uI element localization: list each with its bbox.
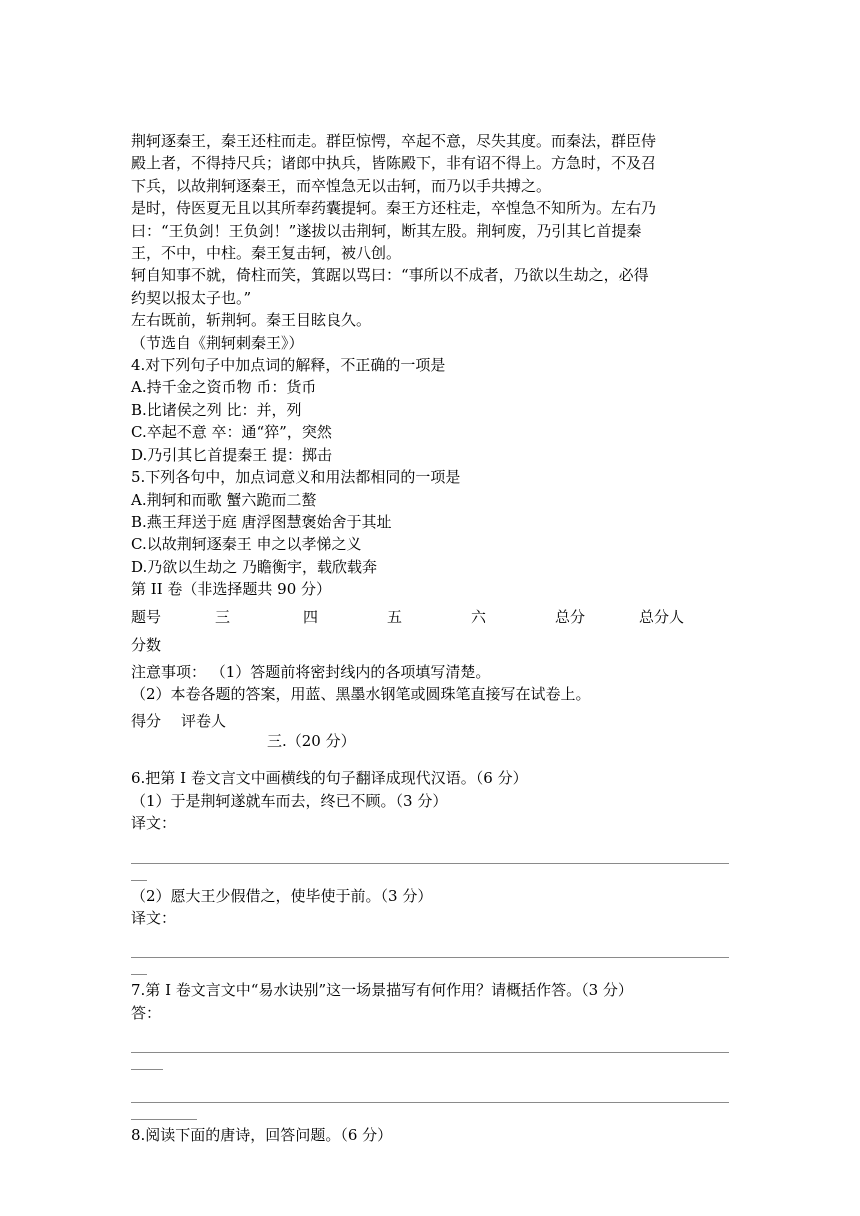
question-5 xyxy=(131,466,731,578)
passage-line: 荆轲逐秦王，秦王还柱而走。群臣惊愕，卒起不意，尽失其度。而秦法，群臣侍 xyxy=(131,132,657,150)
answer-line-tail xyxy=(131,958,147,975)
score-row-label: 分数 xyxy=(131,635,162,654)
score-table-row xyxy=(131,633,731,657)
score-header-cell: 五 xyxy=(387,607,403,626)
question-stem: 7.第 I 卷文言文中“易水诀别”这一场景描写有何作用？请概括作答。（3 分） xyxy=(131,981,633,1000)
section-3-title: 三.（20 分） xyxy=(267,732,356,751)
option-c: C.以故荆轲逐秦王 申之以孝悌之义 xyxy=(131,535,362,554)
score-header-cell: 四 xyxy=(303,607,319,626)
notes-line: 注意事项： （1）答题前将密封线内的各项填写清楚。 xyxy=(131,662,491,681)
passage-line: 殿上者，不得持尺兵；诸郎中执兵，皆陈殿下，非有诏不得上。方急时，不及召 xyxy=(131,154,657,173)
option-b: B.燕王拜送于庭 唐浮图慧褒始舍于其址 xyxy=(131,512,392,531)
answer-label: 译文： xyxy=(131,908,177,927)
question-7 xyxy=(131,979,731,1120)
option-b: B.比诸侯之列 比：并，列 xyxy=(131,400,302,419)
option-a: A.持千金之资币物 币：货币 xyxy=(131,378,317,397)
option-c: C.卒起不意 卒：通“猝”，突然 xyxy=(131,423,332,442)
passage xyxy=(131,130,731,354)
answer-line[interactable] xyxy=(131,835,729,864)
score-header-cell: 题号 xyxy=(131,607,162,626)
volume-2-title: 第 II 卷（非选择题共 90 分） xyxy=(131,580,332,599)
notes-line: （2）本卷各题的答案，用蓝、黑墨水钢笔或圆珠笔直接写在试卷上。 xyxy=(131,684,591,703)
answer-line[interactable] xyxy=(131,1074,729,1103)
passage-line: 是时，侍医夏无且以其所奉药囊提轲。秦王方还柱走，卒惶急不知所为。左右乃 xyxy=(131,199,657,218)
passage-line: 轲自知事不就，倚柱而笑，箕踞以骂曰：“事所以不成者，乃欲以生劫之，必得 xyxy=(131,266,649,285)
option-d: D.乃引其匕首提秦王 提：掷击 xyxy=(131,445,333,464)
question-stem: 4.对下列句子中加点词的解释，不正确的一项是 xyxy=(131,356,446,375)
passage-line: 曰：“王负剑！王负剑！”遂拔以击荆轲，断其左股。荆轲废，乃引其匕首提秦 xyxy=(131,221,642,240)
score-table-header xyxy=(131,605,731,629)
answer-line[interactable] xyxy=(131,929,729,958)
answer-line-tail xyxy=(131,1103,197,1120)
question-4 xyxy=(131,354,731,466)
answer-line-tail xyxy=(131,1053,163,1070)
passage-line: 约契以报太子也。” xyxy=(131,288,252,307)
score-header-cell: 三 xyxy=(215,607,231,626)
answer-line-tail xyxy=(131,864,147,881)
option-a: A.荆轲和而歌 蟹六跪而二螯 xyxy=(131,490,317,509)
answer-label: 译文： xyxy=(131,814,177,833)
passage-line: 左右既前，斩荆轲。秦王目眩良久。 xyxy=(131,311,372,330)
passage-source: （节选自《荆轲刺秦王》） xyxy=(131,333,304,352)
passage-line: 王，不中，中柱。秦王复击轲，被八创。 xyxy=(131,244,402,263)
passage-line: 下兵，以故荆轲逐秦王，而卒惶急无以击轲，而乃以手共搏之。 xyxy=(131,176,552,195)
score-header-cell: 总分 xyxy=(555,607,586,626)
answer-line[interactable] xyxy=(131,1024,729,1053)
grader-label: 评卷人 xyxy=(181,712,227,731)
answer-label: 答： xyxy=(131,1003,162,1022)
question-stem: 5.下列各句中，加点词意义和用法都相同的一项是 xyxy=(131,468,461,487)
score-header-cell: 总分人 xyxy=(639,607,685,626)
question-8-stem: 8.阅读下面的唐诗，回答问题。（6 分） xyxy=(131,1126,393,1145)
sub-question-2: （2）愿大王少假借之，使毕使于前。（3 分） xyxy=(131,886,433,905)
score-label: 得分 xyxy=(131,712,162,731)
exam-page xyxy=(131,130,731,1147)
option-d: D.乃欲以生劫之 乃瞻衡宇，载欣载奔 xyxy=(131,557,378,576)
score-header-cell: 六 xyxy=(471,607,487,626)
sub-question-1: （1）于是荆轲遂就车而去，终已不顾。（3 分） xyxy=(131,791,448,810)
question-stem: 6.把第 I 卷文言文中画横线的句子翻译成现代汉语。（6 分） xyxy=(131,769,528,788)
question-6 xyxy=(131,767,731,975)
